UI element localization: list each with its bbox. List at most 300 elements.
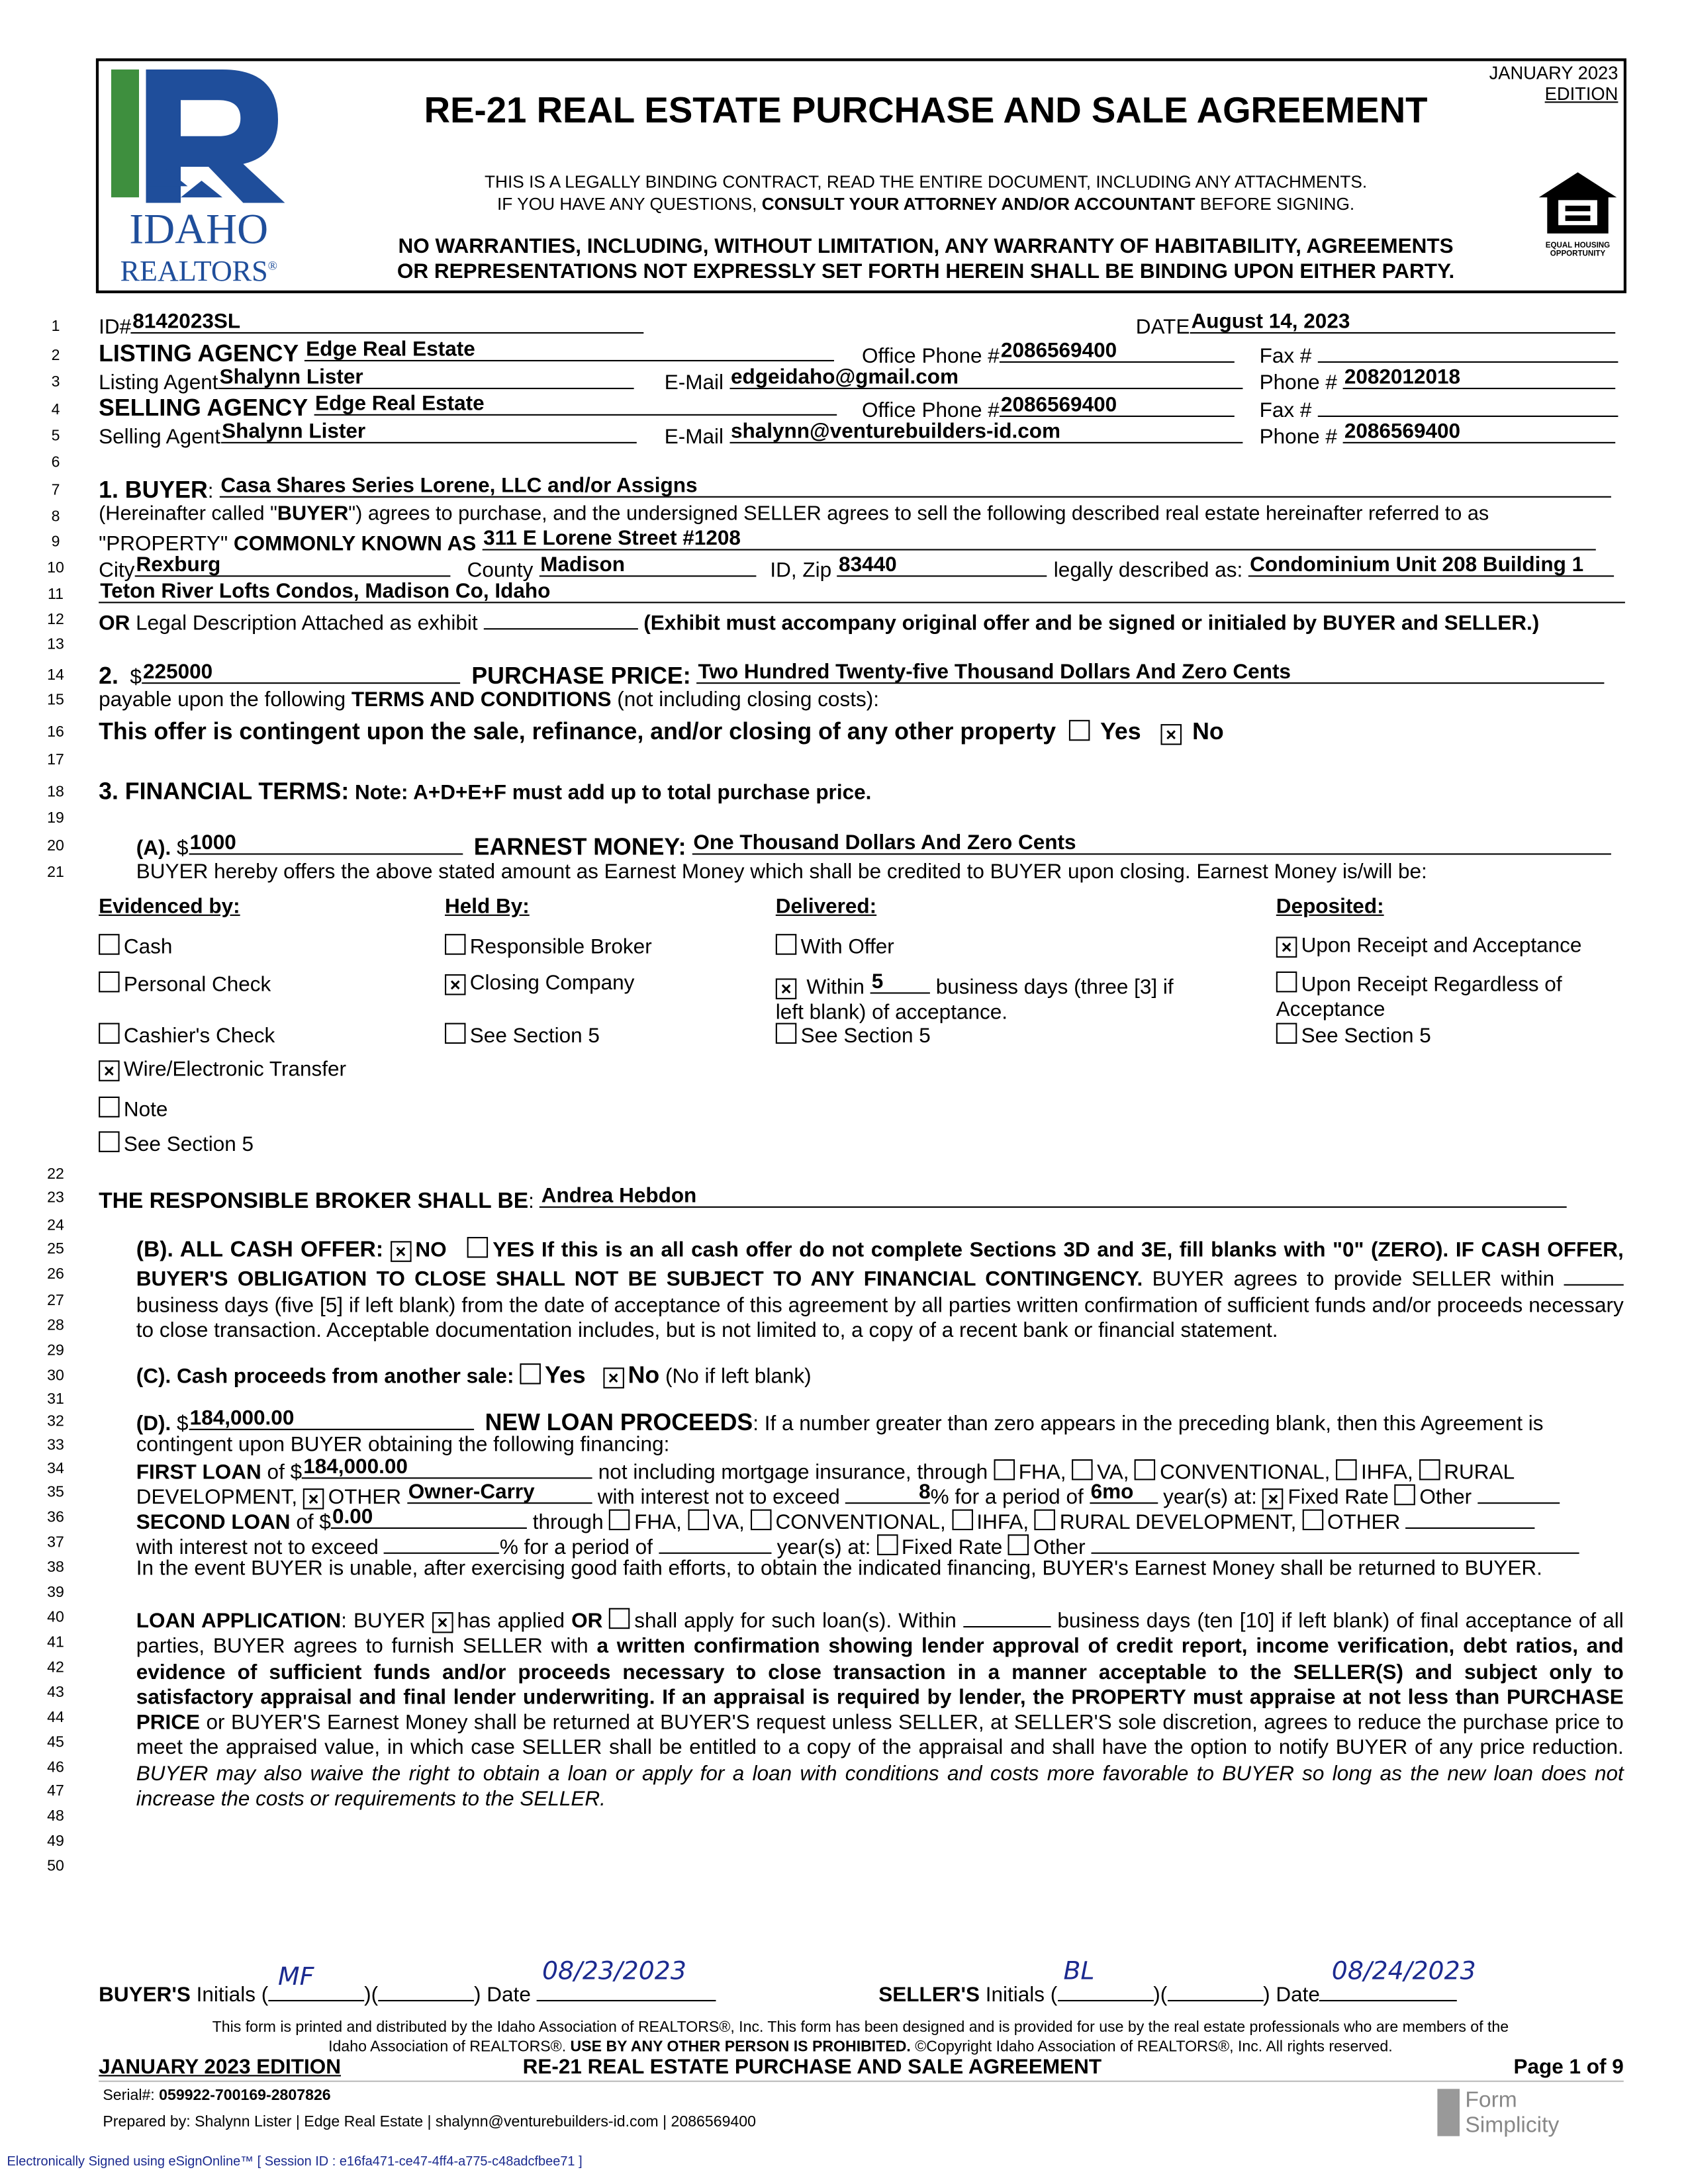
prepared-by: Prepared by: Shalynn Lister | Edge Real Estate | shalynn@venturebuilders-id.com | 2086569400 xyxy=(103,2114,756,2131)
years-at-label: year(s) at: xyxy=(1163,1485,1257,1510)
checkbox[interactable]: × xyxy=(1276,936,1297,958)
warranty-notice-2: OR REPRESENTATIONS NOT EXPRESSLY SET FORTH HEREIN SHALL BE BINDING UPON EITHER PARTY. xyxy=(397,259,1455,284)
loan-application-label: LOAN APPLICATION xyxy=(136,1609,342,1633)
id-field[interactable]: 8142023SL xyxy=(131,311,644,334)
no-label: NO xyxy=(415,1238,447,1262)
line-number: 7 xyxy=(51,482,60,499)
fixed-rate-label: Fixed Rate xyxy=(901,1535,1003,1560)
checkbox-label: See Section 5 xyxy=(469,1024,600,1048)
fha-label: FHA, xyxy=(634,1510,682,1535)
buyer-date-signature: 08/23/2023 xyxy=(541,1956,686,1986)
buyers-initials-label: BUYER'S xyxy=(99,1983,191,2007)
line-number: 30 xyxy=(47,1367,64,1385)
line-number: 40 xyxy=(47,1609,64,1626)
second-fixed-rate-checkbox[interactable] xyxy=(876,1534,898,1555)
city-field[interactable]: Rexburg xyxy=(134,555,450,577)
checkbox-label: Cashier's Check xyxy=(123,1024,275,1048)
selling-agency-label: SELLING AGENCY xyxy=(99,394,308,422)
selling-email-field[interactable]: shalynn@venturebuilders-id.com xyxy=(729,421,1243,443)
cash-proceeds-label: (C). Cash proceeds from another sale: xyxy=(136,1365,514,1388)
financial-terms-note: Note: A+D+E+F must add up to total purchase price. xyxy=(355,781,872,805)
line-number: 17 xyxy=(47,752,64,769)
header-box xyxy=(96,58,1626,293)
id-label: ID# xyxy=(99,315,132,340)
all-cash-text: BUYER agrees to provide SELLER within xyxy=(1143,1267,1564,1292)
conventional-label: CONVENTIONAL, xyxy=(775,1510,946,1535)
or-label: OR xyxy=(571,1609,603,1633)
text: : BUYER xyxy=(341,1609,432,1633)
all-cash-no-checkbox[interactable]: × xyxy=(391,1241,412,1262)
text: "PROPERTY" xyxy=(99,532,234,556)
checkbox-option[interactable] xyxy=(99,1131,254,1158)
listing-phone-field[interactable]: 2082012018 xyxy=(1343,367,1616,389)
line-number: 3 xyxy=(51,373,60,391)
section-a-label: (A). xyxy=(136,837,171,860)
purchase-price-field[interactable]: 225000 xyxy=(142,662,460,684)
listing-agent-label: Listing Agent xyxy=(99,371,218,395)
second-va-checkbox[interactable] xyxy=(688,1510,709,1531)
line-number: 1 xyxy=(51,318,60,336)
earnest-money-description: BUYER hereby offers the above stated amount as Earnest Money which shall be credited to BUYER upon closing. Earnest Money is/will be: xyxy=(136,860,1427,884)
second-fha-checkbox[interactable] xyxy=(609,1510,630,1531)
first-other-rate-checkbox[interactable] xyxy=(1395,1484,1416,1506)
office-phone-label: Office Phone # xyxy=(862,344,1000,369)
checkbox-option[interactable] xyxy=(1276,972,1562,1023)
fha-label: FHA, xyxy=(1018,1461,1066,1484)
checkbox[interactable] xyxy=(445,1023,465,1044)
office-phone-label: Office Phone # xyxy=(862,398,1000,423)
city-label: City xyxy=(99,559,135,582)
line-number: 15 xyxy=(47,692,64,709)
line-number: 21 xyxy=(47,864,64,882)
second-other-checkbox[interactable] xyxy=(1302,1510,1323,1531)
line-number: 29 xyxy=(47,1342,64,1359)
selling-agent-label: Selling Agent xyxy=(99,425,221,449)
terms-label: TERMS AND CONDITIONS xyxy=(351,688,612,712)
line-number: 20 xyxy=(47,838,64,855)
line-number: 50 xyxy=(47,1858,64,1875)
logo-registered-mark: ® xyxy=(267,258,277,273)
second-rate-field[interactable] xyxy=(385,1531,500,1554)
checkbox-option[interactable] xyxy=(99,934,172,960)
first-ihfa-checkbox[interactable] xyxy=(1336,1459,1357,1480)
initials-label: Initials xyxy=(196,1983,256,2007)
first-rate-field[interactable]: 8 xyxy=(845,1482,930,1504)
logo-text-realtors: REALTORS xyxy=(120,254,268,288)
logo-text-simplicity: Simplicity xyxy=(1465,2114,1560,2138)
all-cash-text-2: business days (five [5] if left blank) from the date of acceptance of this agreement by all parties written confirmation of sufficient funds and/or proceeds necessary to close transaction. Acceptable documentation includes, but is not limited to, a copy of a recent bank or financial statement. xyxy=(136,1293,1624,1343)
delivered-see-section5-checkbox[interactable] xyxy=(776,1023,797,1044)
checkbox-option[interactable] xyxy=(445,934,652,960)
purchase-agreement-page: IDAHO REALTORS® JANUARY 2023 EDITION RE-21 REAL ESTATE PURCHASE AND SALE AGREEMENT THIS IS A LEGALLY BINDING CONTRACT, READ THE ENTIRE DOCUMENT, INCLUDING ANY ATTACHMENTS. IF YOU HAVE ANY QUESTIONS, CONSULT YOUR ATTORNEY AND/OR ACCOUNTANT BEFORE SIGNING. NO WARRANTIES, INCLUDING, WITHOUT LIMITATION, ANY WARRANTY OF HABITABILITY, AGREEMENTS OR REPRESENTATIONS NOT EXPRESSLY SET FORTH HEREIN SHALL BE BINDING UPON EITHER PARTY. EQUAL HOUSING OPPORTUNITY 1 2 3 4 5 6 7 8 9 10 11 12 13 14 15 16 17 18 19 20 21 22 23 24 25 26 27 28 29 30 31 32 33 34 35 36 37 38 39 40 41 42 43 44 45 46 47 48 49 50 ID# 8142023SL DATE August 14, 2023 LISTING AGENCY Edge Real Estate Office Phone # 2086569400 Fax # Listing Agent Shalynn Lister E-Mail edgeidaho@gmail.com Phone # 2082012018 SELLING AGENCY Edge Real Estate Office Phone # 2086569400 Fax # Selling Agent Shalynn Lister E-Mail shalynn@venturebuilders-id.com Phone # 2086569400 1. BUYER: Casa Shares Series Lorene, LLC and/or Assigns (Hereinafter called "BUYER") agrees to purchase, and the undersigned SELLER agrees to sell the following described real estate hereinafter referred to as "PROPERTY" COMMONLY KNOWN AS 311 E Lorene Street #1208 City Rexburg County Madison ID, Zip 83440 legally described as: Condominium Unit 208 Building 1 Teton River Lofts Condos, Madison Co, Idaho OR Legal Description Attached as exhibit (Exhibit must accompany original offer and be signed or initialed by BUYER and SELLER.) 2. $ 225000 PURCHASE PRICE: Two Hundred Twenty-five Thousand Dollars And Zero Cents payable upon the following TERMS AND CONDITIONS (not including closing costs): This offer is contingent upon the sale, refinance, and/or closing of any other property Yes × No 3. FINANCIAL TERMS: Note: A+D+E+F must add up to total purchase price. (A). $ 1000 EARNEST MONEY: One Thousand Dollars And Zero Cents BUYER hereby offers the above stated amount as Earnest Money which shall be credited to BUYER upon closing. Earnest Money is/will be: Evidenced by: Held By: Delivered: Deposited: Cash Personal Check Cashier's Check × Wire/Electronic Transfer Note See Section 5 Responsible Broker × Closing Company See Section 5 × Upon Receipt and Acceptance Upon Receipt Regardless of Acceptance See Section 5 With Offer × Within 5 business days (three [3] if left blank) of acceptance. See Section 5 THE RESPONSIBLE BROKER SHALL BE: Andrea Hebdon (B). ALL CASH OFFER: × NO YES If this is an all cash offer do not complete Sections 3D and 3E, fill blanks with "0" (ZERO). IF CASH OFFER, BUYER'S OBLIGATION TO CLOSE SHALL NOT BE SUBJECT TO ANY FINANCIAL CONTINGENCY. BUYER agrees to provide SELLER within business days (five [5] if left blank) from the date of acceptance of this agreement by all parties written confirmation of sufficient funds and/or proceeds necessary to close transaction. Acceptable documentation includes, but is not limited to, a copy of a recent bank or financial statement. (C). Cash proceeds from another sale: Yes × No (No if left blank) (D). $ 184,000.00 NEW LOAN PROCEEDS: If a number greater than zero appears in the preceding blank, then this Agreement is contingent upon BUYER obtaining the following financing: FIRST LOAN of $ 184,000.00 not including mortgage insurance, through FHA, VA, CONVENTIONAL, IHFA, RURAL DEVELOPMENT, × OTHER Owner-Carry with interest not to exceed 8% for a period of 6mo year(s) at: × Fixed Rate Other SECOND LOAN of $ 0.00 through FHA, VA, CONVENTIONAL, IHFA, RURAL DEVELOPMENT, OTHER with interest not to exceed % for a period of year(s) at: Fixed Rate Other In the event BUYER is unable, after exercising good faith efforts, to obtain the indicated financing, BUYER's Earnest Money shall be returned to BUYER. LOAN APPLICATION: BUYER × has applied OR shall apply for such loan(s). Within business days (ten [10] if left blank) of final acceptance of all parties, BUYER agrees to furnish SELLER with a written confirmation showing lender approval of credit report, income verification, debt ratios, and evidence of sufficient funds and/or proceeds necessary to close transaction in a manner acceptable to the SELLER(S) and subject only to satisfactory appraisal and final lender underwriting. If an appraisal is required by lender, the PROPERTY must appraise at not less than PURCHASE PRICE or BUYER'S Earnest Money shall be returned at BUYER'S request unless SELLER, at SELLER'S sole discretion, agrees to reduce the purchase price to meet the appraised value, in which case SELLER shall be entitled to a copy of the appraisal and shall have the option to notify BUYER of any price reduction. BUYER may also waive the right to obtain a loan or apply for a loan with conditions and costs more favorable to BUYER so long as the new loan does not increase the costs or requirements to the SELLER. BUYER'S Initials ( )( ) Date MF 08/23/2023 SELLER'S Initials ( )( ) Date BL 08/24/2023 This form is printed and distributed by the Idaho Association of REALTORS®, Inc. This form has been designed and is provided for use by the real estate professionals who are members of the Idaho Association of REALTORS®. USE BY ANY OTHER PERSON IS PROHIBITED. ©Copyright Idaho Association of REALTORS®, Inc. All rights reserved. JANUARY 2023 EDITION RE-21 REAL ESTATE PURCHASE AND SALE AGREEMENT Page 1 of 9 Serial#: 059922-700169-2807826 Prepared by: Shalynn Lister | Edge Real Estate | shalynn@venturebuilders-id.com | 2086569400 Form Simplicity Electronically Signed using eSignOnline™ [ Session ID : e16fa471-ce47-4ff4-a775-c48adcfbee71 ] xyxy=(0,0,1687,2183)
copyright-notice-2: Idaho Association of REALTORS®. xyxy=(328,2038,571,2056)
first-other-checkbox[interactable]: × xyxy=(303,1488,324,1510)
years-at-label: year(s) at: xyxy=(776,1535,871,1560)
within-tail-2: left blank) of acceptance. xyxy=(775,1000,1008,1024)
notice-text: IF YOU HAVE ANY QUESTIONS, xyxy=(497,195,762,214)
document-title: RE-21 REAL ESTATE PURCHASE AND SALE AGREEMENT xyxy=(424,89,1428,131)
development-label: DEVELOPMENT, xyxy=(136,1485,298,1510)
checkbox[interactable] xyxy=(99,1023,120,1044)
within-days-checkbox[interactable]: × xyxy=(776,978,797,999)
phone-label: Phone # xyxy=(1259,425,1337,449)
has-applied-checkbox[interactable]: × xyxy=(432,1612,453,1633)
line-number: 4 xyxy=(51,401,60,419)
ihfa-label: IHFA, xyxy=(976,1510,1029,1535)
checkbox-option[interactable] xyxy=(99,1023,275,1050)
selling-agency-field[interactable]: Edge Real Estate xyxy=(314,393,837,416)
equal-housing-icon xyxy=(1536,169,1620,236)
checkbox-label: Upon Receipt Regardless of xyxy=(1301,972,1562,997)
logo-text-form: Form xyxy=(1465,2089,1517,2113)
line-number: 22 xyxy=(47,1165,64,1183)
cash-proceeds-no-checkbox[interactable]: × xyxy=(603,1367,624,1388)
copyright-notice: This form is printed and distributed by the Idaho Association of REALTORS®, Inc. This form has been designed and is provided for use by the real estate professionals who are members of the xyxy=(212,2019,1509,2036)
line-number: 41 xyxy=(47,1634,64,1651)
buyer-field[interactable]: Casa Shares Series Lorene, LLC and/or Assigns xyxy=(219,475,1611,498)
period-label: % for a period of xyxy=(930,1485,1084,1510)
yes-label: Yes xyxy=(1100,718,1141,745)
exhibit-note: (Exhibit must accompany original offer and be signed or initialed by BUYER and SELLER.) xyxy=(643,611,1540,635)
text: (Hereinafter called " xyxy=(99,503,277,525)
first-period-field[interactable]: 6mo xyxy=(1089,1482,1157,1504)
date-label: DATE xyxy=(1135,315,1190,340)
first-other-field[interactable]: Owner-Carry xyxy=(407,1482,592,1504)
email-label: E-Mail xyxy=(664,371,724,395)
second-conventional-checkbox[interactable] xyxy=(751,1510,772,1531)
deposited-header: Deposited: xyxy=(1276,895,1384,919)
prohibited-notice: USE BY ANY OTHER PERSON IS PROHIBITED. xyxy=(570,2038,911,2056)
contingency-yes-checkbox[interactable] xyxy=(1069,720,1090,741)
fixed-rate-label: Fixed Rate xyxy=(1288,1485,1389,1510)
checkbox[interactable] xyxy=(1276,1023,1297,1044)
county-label: County xyxy=(467,559,534,582)
esign-stamp: Electronically Signed using eSignOnline™ [ Session ID : e16fa471-ce47-4ff4-a775-c48adcfbee71 ] xyxy=(7,2154,583,2170)
earnest-money-label: EARNEST MONEY: xyxy=(473,834,686,860)
financing-fallback-text: In the event BUYER is unable, after exercising good faith efforts, to obtain the indicated financing, BUYER's Earnest Money shall be returned to BUYER. xyxy=(136,1557,1542,1580)
rural-label: RURAL xyxy=(1444,1461,1515,1484)
notice-bold: CONSULT YOUR ATTORNEY AND/OR ACCOUNTANT xyxy=(761,195,1196,214)
buyer-initials-signature: MF xyxy=(277,1962,314,1992)
first-fha-checkbox[interactable] xyxy=(994,1459,1015,1480)
zip-field[interactable]: 83440 xyxy=(837,555,1047,577)
notice-text-end: BEFORE SIGNING. xyxy=(1195,195,1355,214)
checkbox-label: See Section 5 xyxy=(123,1132,254,1157)
checkbox-label: Cash xyxy=(123,935,173,959)
line-number: 32 xyxy=(47,1413,64,1430)
line-number: 36 xyxy=(47,1509,64,1526)
shall-apply-checkbox[interactable] xyxy=(609,1608,630,1629)
dollar-sign: $ xyxy=(130,665,142,690)
form-simplicity-icon xyxy=(1437,2089,1460,2136)
text: payable upon the following xyxy=(99,688,352,712)
checkbox[interactable]: × xyxy=(445,974,465,995)
checkbox-label: Upon Receipt and Acceptance xyxy=(1301,934,1582,958)
equal-housing-logo xyxy=(1534,169,1620,258)
no-label: No xyxy=(628,1362,660,1388)
listing-email-field[interactable]: edgeidaho@gmail.com xyxy=(729,367,1243,389)
line-number: 8 xyxy=(51,508,60,525)
fax-label: Fax # xyxy=(1259,398,1312,423)
checkbox-label: Responsible Broker xyxy=(469,935,652,959)
checkbox[interactable] xyxy=(99,972,120,993)
checkbox[interactable] xyxy=(99,1097,120,1118)
line-number: 48 xyxy=(47,1808,64,1825)
first-loan-label: FIRST LOAN xyxy=(136,1461,261,1484)
line-number: 23 xyxy=(47,1189,64,1206)
line-number: 28 xyxy=(47,1317,64,1334)
new-loan-text: : If a number greater than zero appears in the preceding blank, then this Agreement is xyxy=(753,1412,1544,1436)
line-number: 49 xyxy=(47,1833,64,1850)
second-rural-checkbox[interactable] xyxy=(1035,1510,1056,1531)
checkbox-option[interactable] xyxy=(99,1097,167,1123)
legal-notice: THIS IS A LEGALLY BINDING CONTRACT, READ THE ENTIRE DOCUMENT, INCLUDING ANY ATTACHMENTS. xyxy=(485,172,1368,192)
shall-apply-label: shall apply for such loan(s). Within xyxy=(634,1609,963,1633)
contingency-no-checkbox[interactable]: × xyxy=(1160,724,1182,745)
see-section5-label: See Section 5 xyxy=(800,1024,931,1048)
first-loan-amount-field[interactable]: 184,000.00 xyxy=(302,1457,592,1479)
held-by-header: Held By: xyxy=(445,895,530,919)
date-label: Date xyxy=(1276,1983,1320,2007)
checkbox-option[interactable] xyxy=(445,1023,600,1050)
va-label: VA, xyxy=(712,1510,745,1535)
other-label: OTHER xyxy=(1327,1510,1401,1535)
legal-description-field-2[interactable]: Teton River Lofts Condos, Madison Co, Idaho xyxy=(99,581,1625,604)
section-2-number: 2. xyxy=(99,662,118,690)
selling-office-phone-field[interactable]: 2086569400 xyxy=(1000,394,1235,417)
checkbox-option[interactable] xyxy=(99,1058,346,1083)
period-label: % for a period of xyxy=(499,1535,653,1560)
line-number: 34 xyxy=(47,1461,64,1478)
selling-phone-field[interactable]: 2086569400 xyxy=(1343,421,1616,443)
line-number: 38 xyxy=(47,1559,64,1576)
checkbox[interactable] xyxy=(445,934,465,955)
all-cash-offer-label: (B). ALL CASH OFFER: xyxy=(136,1238,384,1262)
line-number: 31 xyxy=(47,1391,64,1408)
form-simplicity-logo xyxy=(1437,2089,1559,2139)
line-number: 11 xyxy=(47,586,64,604)
line-number: 2 xyxy=(51,347,60,365)
line-number: 35 xyxy=(47,1484,64,1501)
earnest-money-words-field[interactable]: One Thousand Dollars And Zero Cents xyxy=(692,833,1611,855)
line-number: 24 xyxy=(47,1217,64,1234)
idaho-realtors-logo xyxy=(105,64,294,288)
phone-label: Phone # xyxy=(1259,371,1337,395)
first-other-rate-field[interactable] xyxy=(1477,1482,1560,1504)
loan-days-field[interactable] xyxy=(963,1606,1051,1628)
with-offer-checkbox[interactable] xyxy=(776,934,797,955)
checkbox[interactable]: × xyxy=(99,1060,120,1081)
eho-text: EQUAL HOUSING xyxy=(1545,242,1611,250)
checkbox[interactable] xyxy=(99,1131,120,1152)
no-if-blank: (No if left blank) xyxy=(665,1365,812,1388)
financial-terms-title: 3. FINANCIAL TERMS: xyxy=(99,778,350,805)
of-label: of $ xyxy=(296,1510,331,1535)
exhibit-field[interactable] xyxy=(483,608,637,630)
eho-text-2: OPPORTUNITY xyxy=(1550,250,1606,259)
checkbox-option[interactable] xyxy=(99,972,271,998)
line-number: 47 xyxy=(47,1783,64,1800)
second-other-rate-field[interactable] xyxy=(1091,1531,1579,1554)
line-number: 39 xyxy=(47,1584,64,1602)
checkbox[interactable] xyxy=(1276,972,1297,993)
responsible-broker-label: THE RESPONSIBLE BROKER SHALL BE xyxy=(99,1189,529,1214)
all-cash-yes-checkbox[interactable] xyxy=(467,1237,489,1258)
checkbox-option[interactable] xyxy=(1276,1023,1431,1050)
checkbox-label-2: Acceptance xyxy=(1276,997,1385,1022)
first-fixed-rate-checkbox[interactable]: × xyxy=(1263,1488,1284,1510)
edition-label: JANUARY 2023 xyxy=(1489,62,1618,83)
realtor-r-icon xyxy=(105,64,294,203)
warranty-notice: NO WARRANTIES, INCLUDING, WITHOUT LIMITATION, ANY WARRANTY OF HABITABILITY, AGREEMENTS xyxy=(398,234,1454,259)
listing-agency-label: LISTING AGENCY xyxy=(99,340,299,367)
conventional-label: CONVENTIONAL, xyxy=(1160,1461,1331,1484)
loan-bold-text: a written confirmation showing lender approval of credit report, income verification, debt ratios, and evidence of sufficient funds and/or proceeds necessary to close transaction in a manner acceptable to the SELLER(S) and subject only to satisfactory appraisal and final lender underwriting. If an appraisal is required by lender, the PROPERTY must appraise at not less than PURCHASE PRICE xyxy=(136,1635,1624,1735)
buyer-initials-2-field[interactable] xyxy=(378,1979,474,2001)
checkbox-label: Personal Check xyxy=(123,972,271,997)
line-number: 44 xyxy=(47,1709,64,1727)
second-loan-amount-field[interactable]: 0.00 xyxy=(331,1506,527,1529)
initials-label: Initials xyxy=(985,1983,1045,2007)
or-label: OR xyxy=(99,611,130,635)
second-other-rate-checkbox[interactable] xyxy=(1008,1534,1029,1555)
zip-label: ID, Zip xyxy=(770,559,832,582)
within-days-field[interactable]: 5 xyxy=(870,972,930,994)
seller-date-signature: 08/24/2023 xyxy=(1331,1956,1476,1986)
commonly-known-label: COMMONLY KNOWN AS xyxy=(233,532,477,556)
date-field[interactable]: August 14, 2023 xyxy=(1190,311,1615,334)
section-d-label: (D). xyxy=(136,1412,171,1436)
yes-label: Yes xyxy=(545,1362,586,1388)
line-number: 43 xyxy=(47,1684,64,1702)
line-number: 42 xyxy=(47,1659,64,1676)
buyer-label: 1. BUYER xyxy=(99,477,208,504)
seller-initials-signature: BL xyxy=(1063,1956,1095,1986)
logo-text-idaho: IDAHO xyxy=(129,204,269,253)
line-number: 25 xyxy=(47,1241,64,1258)
interest-label: with interest not to exceed xyxy=(597,1485,840,1510)
checkbox-label: Wire/Electronic Transfer xyxy=(123,1058,346,1081)
line-number: 9 xyxy=(51,533,60,551)
date-label: Date xyxy=(487,1983,531,2007)
legal-description-label: legally described as: xyxy=(1053,559,1243,582)
first-conventional-checkbox[interactable] xyxy=(1135,1459,1156,1480)
first-loan-text: not including mortgage insurance, through xyxy=(598,1461,988,1484)
footer-form-title: RE-21 REAL ESTATE PURCHASE AND SALE AGREEMENT xyxy=(522,2055,1102,2079)
other-label: OTHER xyxy=(328,1485,401,1510)
cash-days-field[interactable] xyxy=(1564,1264,1624,1287)
edition-label-2: EDITION xyxy=(1544,83,1618,105)
purchase-price-label: PURCHASE PRICE: xyxy=(471,662,691,690)
serial-number: 059922-700169-2807826 xyxy=(159,2087,331,2105)
new-loan-amount-field[interactable]: 184,000.00 xyxy=(189,1408,473,1430)
line-number: 46 xyxy=(47,1759,64,1776)
listing-office-phone-field[interactable]: 2086569400 xyxy=(1000,341,1235,363)
listing-agency-field[interactable]: Edge Real Estate xyxy=(305,339,834,361)
loan-text: business days (ten [10] if left blank) of final acceptance of all parties, BUYER agrees to furnish SELLER with xyxy=(136,1609,1624,1659)
line-number: 18 xyxy=(47,784,64,801)
line-number: 12 xyxy=(47,611,64,629)
copyright-notice-3: ©Copyright Idaho Association of REALTORS®, Inc. All rights reserved. xyxy=(910,2038,1393,2056)
checkbox-option[interactable] xyxy=(445,972,634,997)
text: (not including closing costs): xyxy=(611,688,879,712)
checkbox[interactable] xyxy=(99,934,120,955)
line-number: 5 xyxy=(51,428,60,445)
line-number: 16 xyxy=(47,724,64,741)
line-number: 6 xyxy=(51,454,60,471)
listing-agent-field[interactable]: Shalynn Lister xyxy=(218,367,634,389)
rural-development-label: RURAL DEVELOPMENT, xyxy=(1059,1510,1297,1535)
line-number: 10 xyxy=(47,560,64,577)
line-number: 45 xyxy=(47,1734,64,1751)
second-period-field[interactable] xyxy=(659,1531,771,1554)
listing-fax-field[interactable] xyxy=(1317,341,1618,363)
of-label: of $ xyxy=(267,1461,303,1484)
line-number: 37 xyxy=(47,1534,64,1551)
email-label: E-Mail xyxy=(664,425,724,449)
checkbox-label: Note xyxy=(123,1097,168,1122)
new-loan-text-2: contingent upon BUYER obtaining the following financing: xyxy=(136,1433,670,1457)
with-offer-label: With Offer xyxy=(800,935,894,959)
line-number: 14 xyxy=(47,666,64,684)
second-ihfa-checkbox[interactable] xyxy=(952,1510,973,1531)
line-number: 19 xyxy=(47,810,64,827)
page-number: Page 1 of 9 xyxy=(1513,2055,1624,2079)
dollar-sign: $ xyxy=(177,837,189,860)
earnest-money-field[interactable]: 1000 xyxy=(189,833,463,855)
other-rate-label: Other xyxy=(1033,1535,1086,1560)
selling-fax-field[interactable] xyxy=(1317,394,1618,417)
line-number: 13 xyxy=(47,636,64,653)
second-other-field[interactable] xyxy=(1406,1506,1535,1529)
within-tail: business days (three [3] if xyxy=(935,976,1174,999)
seller-initials-2-field[interactable] xyxy=(1167,1979,1263,2001)
checkbox-option[interactable] xyxy=(1276,934,1582,959)
first-rural-checkbox[interactable] xyxy=(1419,1459,1440,1480)
line-number: 26 xyxy=(47,1266,64,1283)
has-applied-label: has applied xyxy=(457,1609,572,1633)
loan-text-2: or BUYER'S Earnest Money shall be returned at BUYER'S request unless SELLER, at SELLER'S sole discretion, agrees to reduce the purchase price to meet the appraised value, in which case SELLER shall be entitled to a copy of the appraisal and shall have the option to notify BUYER of any price reduction. xyxy=(136,1711,1624,1760)
yes-label: YES xyxy=(492,1238,535,1262)
purchase-price-words-field[interactable]: Two Hundred Twenty-five Thousand Dollars And Zero Cents xyxy=(696,662,1604,684)
within-label: Within xyxy=(806,976,865,999)
loan-italic-text: BUYER may also waive the right to obtain a loan or apply for a loan with conditions and costs more favorable to BUYER so long as the new loan does not increase the costs or requirements to the SELLER. xyxy=(136,1762,1624,1811)
fax-label: Fax # xyxy=(1259,344,1312,369)
county-field[interactable]: Madison xyxy=(539,555,756,577)
ihfa-label: IHFA, xyxy=(1360,1461,1413,1484)
through-label: through xyxy=(532,1510,604,1535)
address-field[interactable]: 311 E Lorene Street #1208 xyxy=(482,528,1595,551)
no-label: No xyxy=(1192,718,1224,745)
checkbox-label: See Section 5 xyxy=(1301,1024,1431,1048)
legal-description-field[interactable]: Condominium Unit 208 Building 1 xyxy=(1248,555,1614,577)
contingency-question: This offer is contingent upon the sale, refinance, and/or closing of any other property xyxy=(99,718,1056,745)
cash-proceeds-yes-checkbox[interactable] xyxy=(520,1363,541,1385)
interest-label: with interest not to exceed xyxy=(136,1535,379,1560)
sellers-initials-label: SELLER'S xyxy=(878,1983,980,2007)
checkbox-label: Closing Company xyxy=(469,971,635,995)
evidenced-by-header: Evidenced by: xyxy=(99,895,240,919)
new-loan-proceeds-label: NEW LOAN PROCEEDS xyxy=(485,1409,753,1436)
serial-label: Serial#: xyxy=(103,2087,155,2105)
text: ") agrees to purchase, and the undersigned SELLER agrees to sell the following described real estate hereinafter referred to as xyxy=(348,503,1489,525)
line-number: 27 xyxy=(47,1292,64,1310)
first-va-checkbox[interactable] xyxy=(1072,1459,1093,1480)
line-number: 33 xyxy=(47,1437,64,1454)
responsible-broker-field[interactable]: Andrea Hebdon xyxy=(540,1185,1568,1208)
delivered-header: Delivered: xyxy=(775,895,877,919)
selling-agent-field[interactable]: Shalynn Lister xyxy=(220,421,636,443)
